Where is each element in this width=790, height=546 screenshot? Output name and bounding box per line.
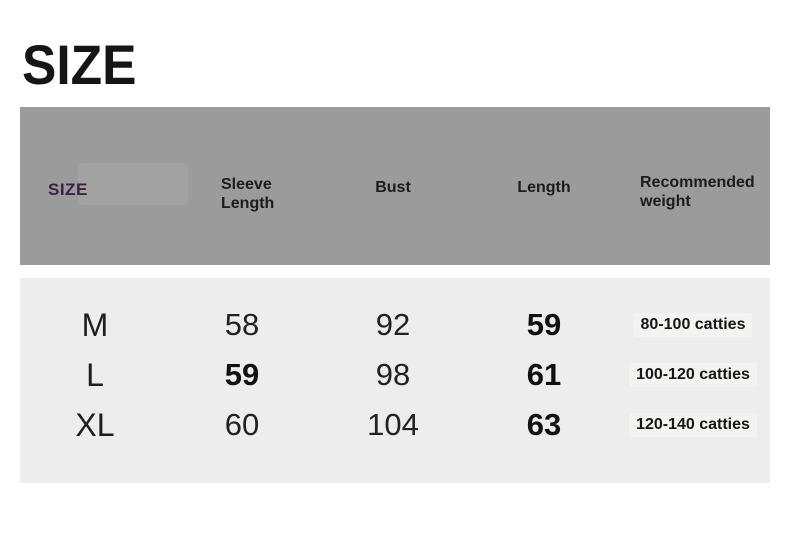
recommended-weight-cell: [616, 313, 770, 337]
table-body: [20, 278, 770, 483]
column-header-length: Length: [517, 179, 571, 196]
column-header-bust: Bust: [375, 179, 411, 196]
length-cell: 61: [526, 357, 562, 392]
recommended-weight-label: 100-120 catties: [629, 363, 757, 387]
table-body-band: [20, 278, 770, 483]
recommended-weight-label: 80-100 catties: [634, 313, 753, 337]
table-header-row: [20, 107, 770, 265]
recommended-weight-cell: [616, 413, 770, 437]
sleeve-length-cell: 59: [224, 357, 260, 392]
column-header-recommended-weight: [616, 173, 770, 265]
column-header-sleeve-length-label: Sleeve Length: [221, 176, 275, 212]
table-row-xl: [20, 400, 770, 450]
column-header-size: SIZE: [48, 180, 88, 199]
bust-cell: 98: [375, 357, 411, 392]
table-row-m: [20, 300, 770, 350]
table-header-band: [20, 107, 770, 265]
length-cell: 63: [526, 407, 562, 442]
page-title: SIZE: [22, 33, 137, 96]
size-cell: XL: [75, 406, 115, 443]
recommended-weight-cell: [616, 363, 770, 387]
table-row-l: [20, 350, 770, 400]
sleeve-length-cell: 58: [224, 307, 260, 342]
length-cell: 59: [526, 307, 562, 342]
size-cell: L: [86, 356, 104, 393]
bust-cell: 104: [367, 407, 419, 442]
column-header-sleeve-length: [170, 175, 314, 265]
sleeve-length-cell: 60: [224, 407, 260, 442]
bust-cell: 92: [375, 307, 411, 342]
recommended-weight-label: 120-140 catties: [629, 413, 757, 437]
size-cell: M: [81, 306, 109, 343]
column-header-recommended-weight-label: Recommended weight: [640, 174, 755, 210]
